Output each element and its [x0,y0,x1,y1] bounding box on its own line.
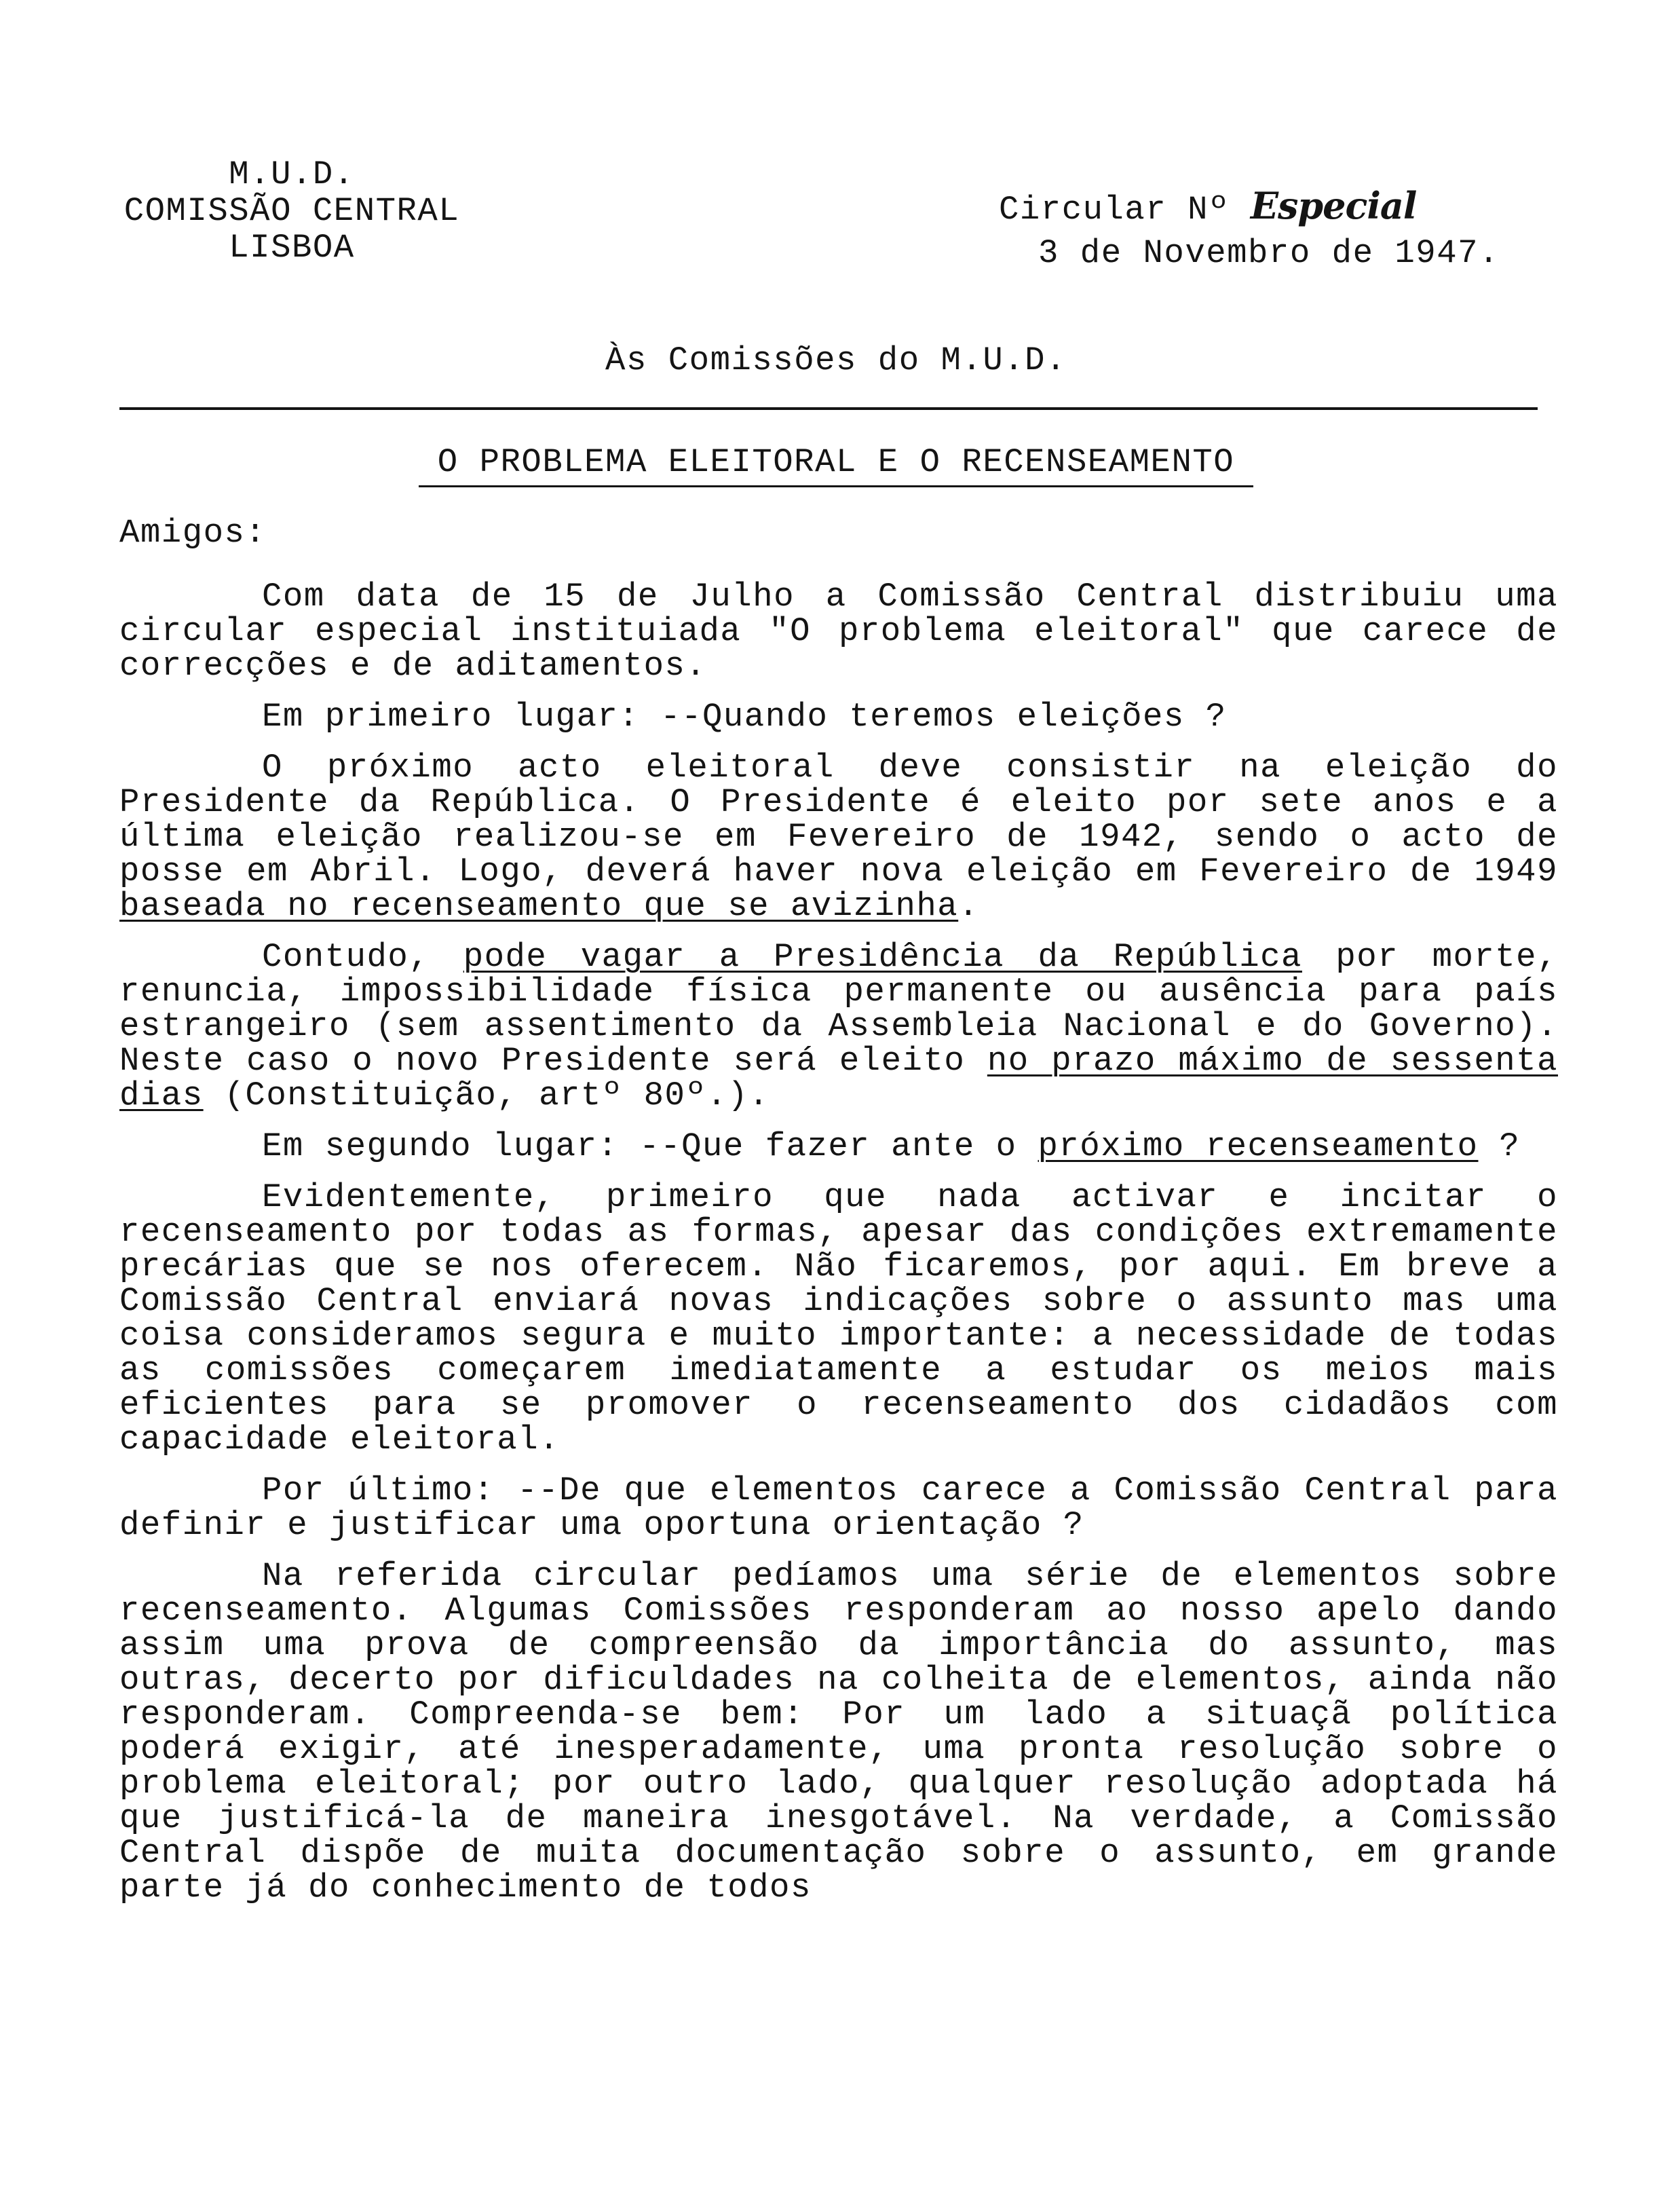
sender-committee: COMISSÃO CENTRAL [124,192,460,230]
horizontal-divider [119,407,1538,410]
document-title [0,445,1672,480]
paragraph [119,751,1558,924]
sender-block [115,157,468,267]
paragraph-text: Na referida circular pedíamos uma série de elementos sobre recenseamento. Algumas Comissões responderam ao nosso apelo dando assim uma prova de compreensão da importância do assunto, mas outras, decerto por dificuldades na colheita de elementos, ainda não responderam. Compreenda-se bem: Por um lado a situaçã política poderá exigir, até inesperadamente, uma pronta resolução sobre o problema eleitoral; por outro lado, qualquer resolução adoptada há que justificá-la de maneira inesgotável. Na verdade, a Comissão Central dispõe de muita documentação sobre o assunto, em grande parte já do conhecimento de todos [119,1557,1558,1907]
sender-city: LISBOA [229,229,355,267]
salutation: Amigos: [119,514,267,552]
underlined-text: pode vagar a Presidência da República [463,938,1302,976]
paragraph [119,1471,1558,1544]
circular-number-handwritten: Especial [1250,184,1417,227]
paragraph [119,1180,1558,1457]
paragraph-text: . [958,887,980,925]
paragraph [119,700,1558,734]
paragraph-text: por morte, renuncia, impossibilidade física permanente ou ausência para país estrangeiro (sem assentimento da Assembleia Nacional e do Governo). Neste caso o novo Presidente será eleito [119,938,1558,1080]
sender-org: M.U.D. [229,155,355,193]
paragraph-text: Evidentemente, primeiro que nada activar e incitar o recenseamento por todas as formas, apesar das condições extremamente precárias que se nos oferecem. Não ficaremos, por aqui. Em breve a Comissão Central enviará novas indicações sobre o assunto mas uma coisa consideramos segura e muito importante: a necessidade de todas as comissões começarem imediatamente a estudar os meios mais eficientes para se promover o recenseamento dos cidadãos com capacidade eleitoral. [119,1178,1558,1459]
circular-number-line [999,184,1610,236]
paragraph [119,1129,1558,1164]
paragraph-text: (Constituição, artº 80º.). [203,1076,770,1114]
paragraph-text: Em primeiro lugar: --Quando teremos eleições ? [262,698,1227,736]
paragraph-text: O próximo acto eleitoral deve consistir na eleição do Presidente da República. O Presidente é eleito por sete anos e a última eleição realizou-se em Fevereiro de 1942, sendo o acto de posse em Abril. Logo, deverá haver nova eleição em Fevereiro de 1949 [119,749,1558,891]
circular-label: Circular Nº [999,191,1230,229]
body-text [119,580,1558,1922]
paragraph-text: Por último: --De que elementos carece a Comissão Central para definir e justificar uma oportuna orientação ? [119,1471,1558,1544]
paragraph [119,940,1558,1113]
paragraph-text: Em segundo lugar: --Que fazer ante o [262,1127,1038,1165]
paragraph [119,1559,1558,1905]
paragraph-text: Contudo, [262,938,463,976]
circular-date: 3 de Novembro de 1947. [1038,234,1500,272]
paragraph [119,580,1558,683]
paragraph-text: ? [1478,1127,1521,1165]
underlined-text: próximo recenseamento [1038,1127,1479,1165]
underlined-text: baseada no recenseamento que se avizinha [119,887,959,925]
document-title-text: O PROBLEMA ELEITORAL E O RECENSEAMENTO [419,443,1253,487]
recipients-line: Às Comissões do M.U.D. [605,341,1067,379]
underlined-text: no prazo máximo de sessenta dias [119,1042,1558,1114]
paragraph-text: Com data de 15 de Julho a Comissão Central distribuiu uma circular especial instituiada "O problema eleitoral" que carece de correcções e de aditamentos. [119,578,1558,685]
circular-block [999,184,1610,284]
